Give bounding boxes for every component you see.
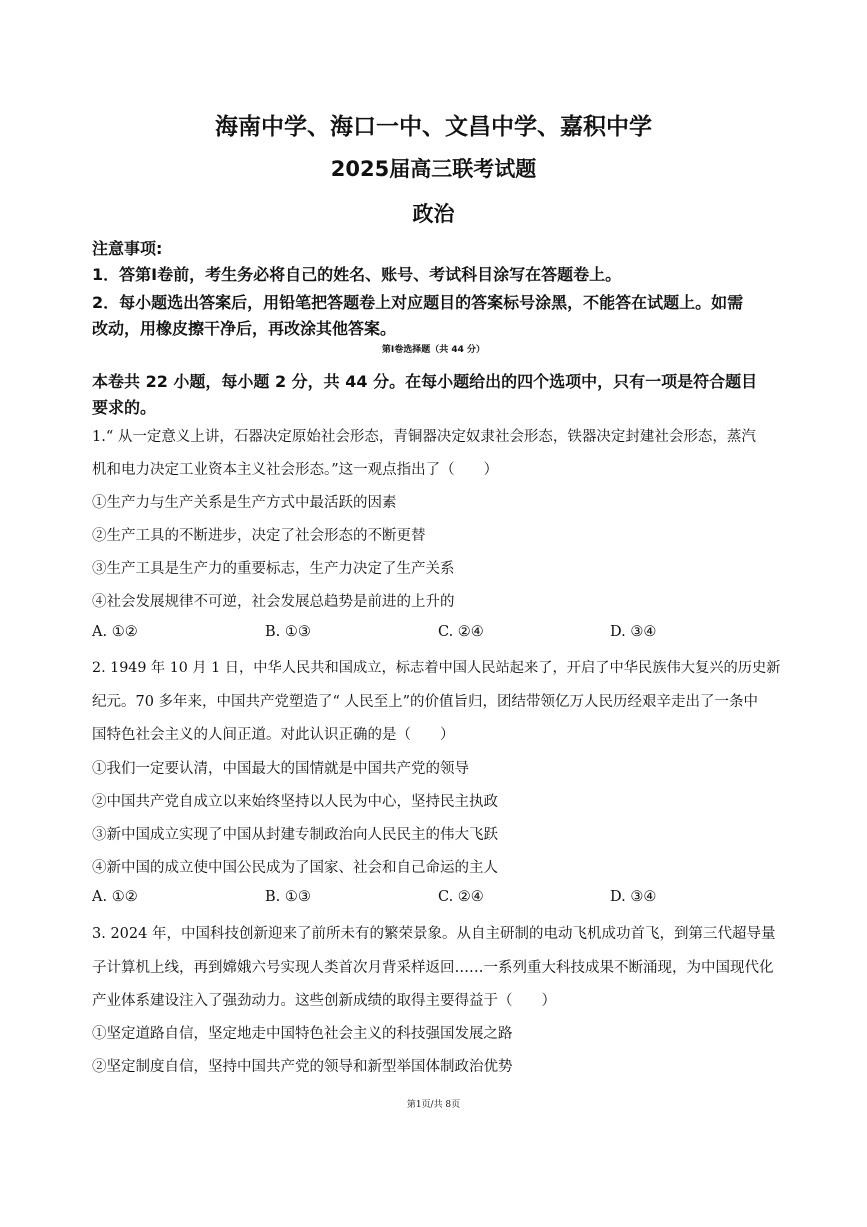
- question-3-stem-line-3: 产业体系建设注入了强劲动力。这些创新成绩的取得主要得益于（ ）: [92, 993, 556, 1009]
- option-b: B. ①③: [265, 624, 311, 640]
- question-2-statement-1: ①我们一定要认清，中国最大的国情就是中国共产党的领导: [92, 761, 469, 777]
- section-title: 第Ⅰ卷选择题（共 44 分）: [381, 345, 486, 355]
- question-1-stem-line-1: 1.“ 从一定意义上讲，石器决定原始社会形态，青铜器决定奴隶社会形态，铁器决定封建社会形态，蒸汽: [92, 429, 756, 445]
- question-2-stem-line-1: 2. 1949 年 10 月 1 日，中华人民共和国成立，标志着中国人民站起来了，开启了中华民族伟大复兴的历史新: [92, 660, 781, 676]
- question-1-statement-1: ①生产力与生产关系是生产方式中最活跃的因素: [92, 495, 397, 511]
- question-1-stem-line-2: 机和电力决定工业资本主义社会形态。”这一观点指出了（ ）: [92, 462, 499, 478]
- option-a: A. ①②: [92, 624, 138, 640]
- question-3-stem-line-2: 子计算机上线，再到嫦娥六号实现人类首次月背采样返回……一系列重大科技成果不断涌现，为中国现代化: [92, 960, 774, 976]
- question-2-stem-line-3: 国特色社会主义的人间正道。对此认识正确的是（ ）: [92, 727, 455, 743]
- notice-item-2-line-1: 2．每小题选出答案后，用铅笔把答题卷上对应题目的答案标号涂黑，不能答在试题上。如需: [92, 293, 744, 312]
- question-2-statement-3: ③新中国成立实现了中国从封建专制政治向人民民主的伟大飞跃: [92, 827, 498, 843]
- subject-title: 政治: [412, 202, 455, 226]
- option-d: D. ③④: [610, 624, 657, 640]
- notice-item-2-line-2: 改动，用橡皮擦干净后，再改涂其他答案。: [92, 319, 397, 338]
- option-d: D. ③④: [610, 889, 657, 905]
- question-2-stem-line-2: 纪元。70 多年来，中国共产党塑造了“ 人民至上”的价值旨归，团结带领亿万人民历经艰辛走出了一条中: [92, 694, 758, 710]
- section-intro-line-1: 本卷共 22 小题，每小题 2 分，共 44 分。在每小题给出的四个选项中，只有一项是符合题目: [92, 372, 758, 391]
- section-intro-line-2: 要求的。: [92, 398, 157, 417]
- option-c: C. ②④: [438, 889, 484, 905]
- question-1-statement-2: ②生产工具的不断进步，决定了社会形态的不断更替: [92, 528, 426, 544]
- question-2-statement-2: ②中国共产党自成立以来始终坚持以人民为中心，坚持民主执政: [92, 794, 498, 810]
- question-3-stem-line-1: 3. 2024 年，中国科技创新迎来了前所未有的繁荣景象。从自主研制的电动飞机成功首飞，到第三代超导量: [92, 926, 776, 942]
- page-number-footer: 第1页/共 8页: [406, 1100, 461, 1110]
- notice-heading: 注意事项:: [92, 239, 163, 258]
- question-1-statement-3: ③生产工具是生产力的重要标志，生产力决定了生产关系: [92, 561, 455, 577]
- question-3-statement-1: ①坚定道路自信，坚定地走中国特色社会主义的科技强国发展之路: [92, 1026, 513, 1042]
- option-c: C. ②④: [438, 624, 484, 640]
- school-names-title: 海南中学、海口一中、文昌中学、嘉积中学: [215, 114, 652, 140]
- option-b: B. ①③: [265, 889, 311, 905]
- question-3-statement-2: ②坚定制度自信，坚持中国共产党的领导和新型举国体制政治优势: [92, 1059, 513, 1075]
- option-a: A. ①②: [92, 889, 138, 905]
- question-2-statement-4: ④新中国的成立使中国公民成为了国家、社会和自己命运的主人: [92, 860, 498, 876]
- notice-item-1: 1．答第Ⅰ卷前，考生务必将自己的姓名、账号、考试科目涂写在答题卷上。: [92, 265, 622, 284]
- question-1-statement-4: ④社会发展规律不可逆，社会发展总趋势是前进的上升的: [92, 594, 455, 610]
- exam-title: 2025届高三联考试题: [330, 157, 537, 181]
